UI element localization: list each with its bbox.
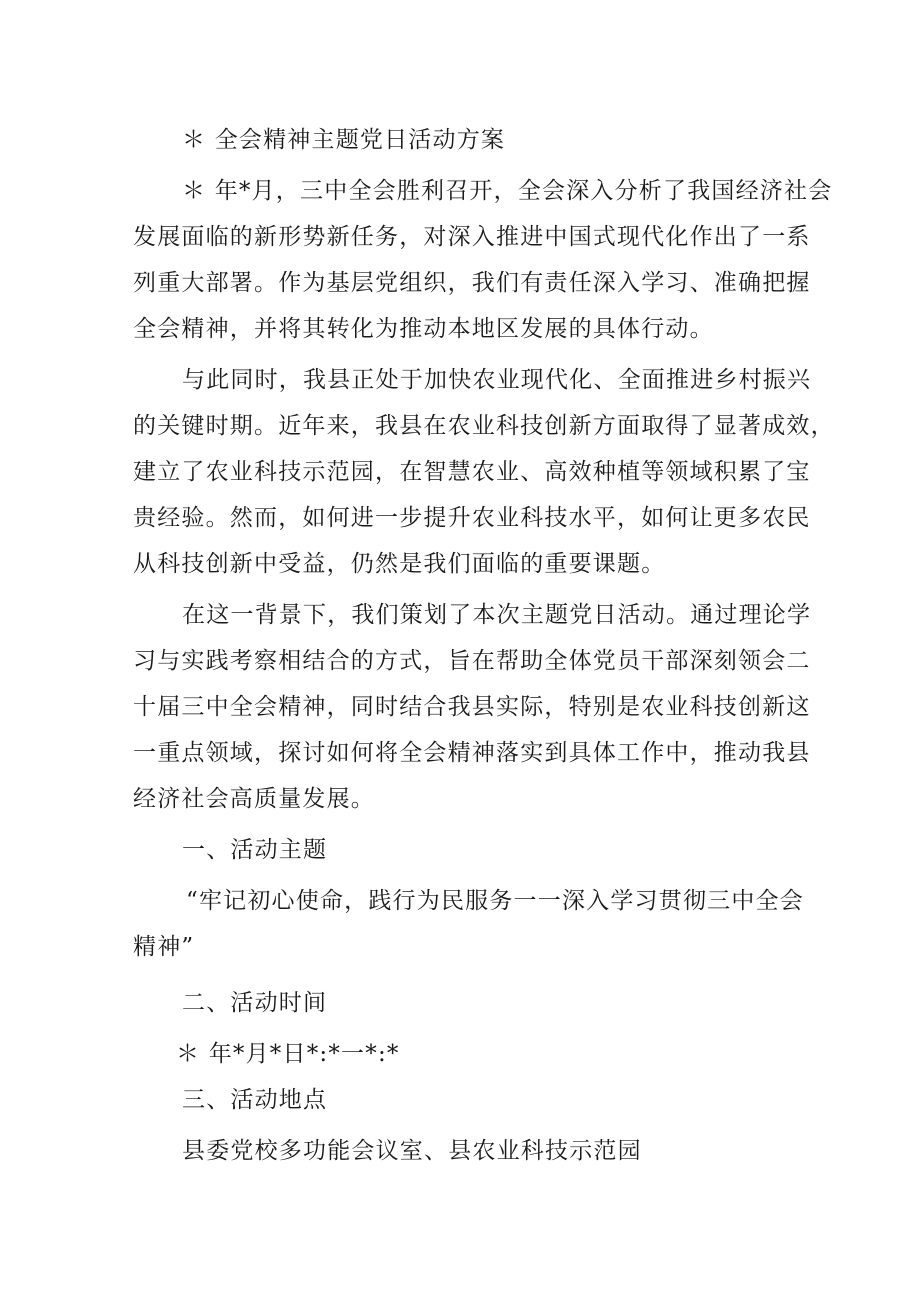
paragraph-2-line-2: 的关键时期。近年来，我县在农业科技创新方面取得了显著成效， xyxy=(133,413,835,439)
paragraph-2-line-5: 从科技创新中受益，仍然是我们面临的重要课题。 xyxy=(133,551,666,577)
section-1-body-line-2: 精神” xyxy=(133,934,195,960)
paragraph-3-line-5: 经济社会高质量发展。 xyxy=(133,786,375,812)
paragraph-2-line-4: 贵经验。然而，如何进一步提升农业科技水平，如何让更多农民 xyxy=(133,505,811,531)
paragraph-3-line-1: 在这一背景下，我们策划了本次主题党日活动。通过理论学 xyxy=(182,602,812,628)
paragraph-1-line-1: ＊ 年*月，三中全会胜利召开，全会深入分析了我国经济社会 xyxy=(182,178,833,204)
section-3-heading: 三、活动地点 xyxy=(182,1087,328,1113)
paragraph-2-line-1: 与此同时，我县正处于加快农业现代化、全面推进乡村振兴 xyxy=(182,367,812,393)
paragraph-1-line-3: 列重大部署。作为基层党组织，我们有责任深入学习、准确把握 xyxy=(133,270,811,296)
paragraph-3-line-4: 一重点领域，探讨如何将全会精神落实到具体工作中，推动我县 xyxy=(133,740,811,766)
paragraph-2-line-3: 建立了农业科技示范园，在智慧农业、高效种植等领域积累了宝 xyxy=(133,459,811,485)
paragraph-1-line-4: 全会精神，并将其转化为推动本地区发展的具体行动。 xyxy=(133,316,714,342)
section-3-body: 县委党校多功能会议室、县农业科技示范园 xyxy=(182,1138,642,1164)
paragraph-3-line-3: 十届三中全会精神，同时结合我县实际，特别是农业科技创新这 xyxy=(133,694,811,720)
section-2-heading: 二、活动时间 xyxy=(182,990,328,1016)
paragraph-1-line-2: 发展面临的新形势新任务，对深入推进中国式现代化作出了一系 xyxy=(133,224,811,250)
section-1-heading: 一、活动主题 xyxy=(182,837,328,863)
document-title: ＊ 全会精神主题党日活动方案 xyxy=(182,127,506,153)
section-2-body: ＊ 年*月*日*:*一*:* xyxy=(176,1041,400,1067)
paragraph-3-line-2: 习与实践考察相结合的方式，旨在帮助全体党员干部深刻领会二 xyxy=(133,648,811,674)
section-1-body-line-1: “牢记初心使命，践行为民服务一一深入学习贯彻三中全会 xyxy=(186,888,804,914)
